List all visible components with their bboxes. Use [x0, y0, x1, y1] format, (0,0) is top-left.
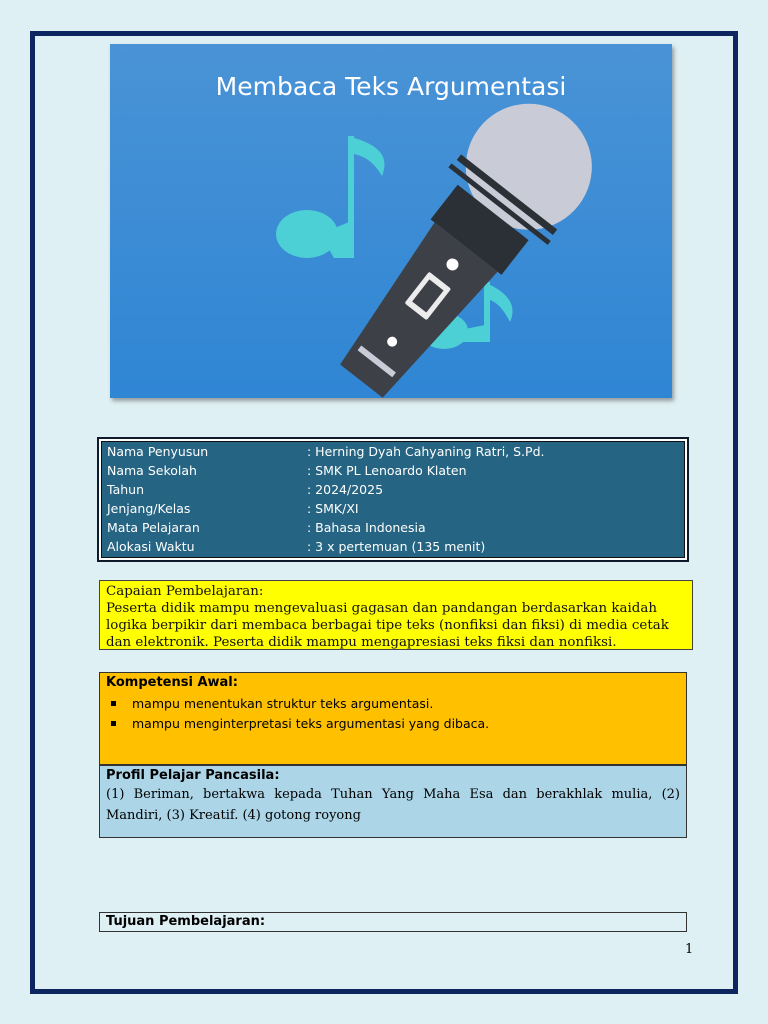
info-label: Mata Pelajaran [107, 520, 200, 535]
info-value: : SMK/XI [307, 501, 359, 516]
bullet-icon [111, 701, 116, 706]
list-item-text: mampu menentukan struktur teks argumentasi. [132, 696, 434, 711]
info-value: : SMK PL Lenoardo Klaten [307, 463, 467, 478]
tujuan-box [99, 912, 687, 932]
microphone-icon [312, 78, 618, 398]
capaian-box [99, 580, 693, 650]
info-label: Nama Penyusun [107, 444, 209, 459]
document-page [30, 31, 738, 994]
kompetensi-list [106, 694, 680, 734]
info-label: Tahun [107, 482, 144, 497]
capaian-heading: Capaian Pembelajaran: [106, 584, 264, 599]
info-value: : 2024/2025 [307, 482, 384, 497]
microphone-illustration [110, 44, 672, 398]
profil-text: (1) Beriman, bertakwa kepada Tuhan Yang Maha Esa dan berakhlak mulia, (2) Mandiri, (3) Kreatif. (4) gotong royong [106, 787, 680, 823]
info-value: : Bahasa Indonesia [307, 520, 426, 535]
info-label: Nama Sekolah [107, 463, 197, 478]
kompetensi-heading: Kompetensi Awal: [106, 675, 238, 690]
info-label: Alokasi Waktu [107, 539, 195, 554]
identity-table [97, 437, 689, 562]
info-value: : 3 x pertemuan (135 menit) [307, 539, 486, 554]
kompetensi-box [99, 672, 687, 765]
profil-heading: Profil Pelajar Pancasila: [106, 768, 280, 783]
profil-box [99, 765, 687, 838]
info-value: : Herning Dyah Cahyaning Ratri, S.Pd. [307, 444, 545, 459]
capaian-text: Peserta didik mampu mengevaluasi gagasan dan pandangan berdasarkan kaidah logika berpikir dari membaca berbagai tipe teks (nonfiksi dan fiksi) di media cetak dan elektronik. Peserta didik mampu mengapresiasi teks fiksi dan nonfiksi. [106, 601, 669, 650]
tujuan-heading: Tujuan Pembelajaran: [106, 914, 266, 929]
list-item [106, 694, 680, 714]
cover-banner [110, 44, 672, 398]
bullet-icon [111, 721, 116, 726]
music-note-icon [276, 136, 384, 258]
list-item-text: mampu menginterpretasi teks argumentasi yang dibaca. [132, 716, 490, 731]
list-item [106, 714, 680, 734]
info-label: Jenjang/Kelas [107, 501, 191, 516]
cover-title: Membaca Teks Argumentasi [215, 72, 567, 101]
page-number: 1 [685, 942, 694, 957]
